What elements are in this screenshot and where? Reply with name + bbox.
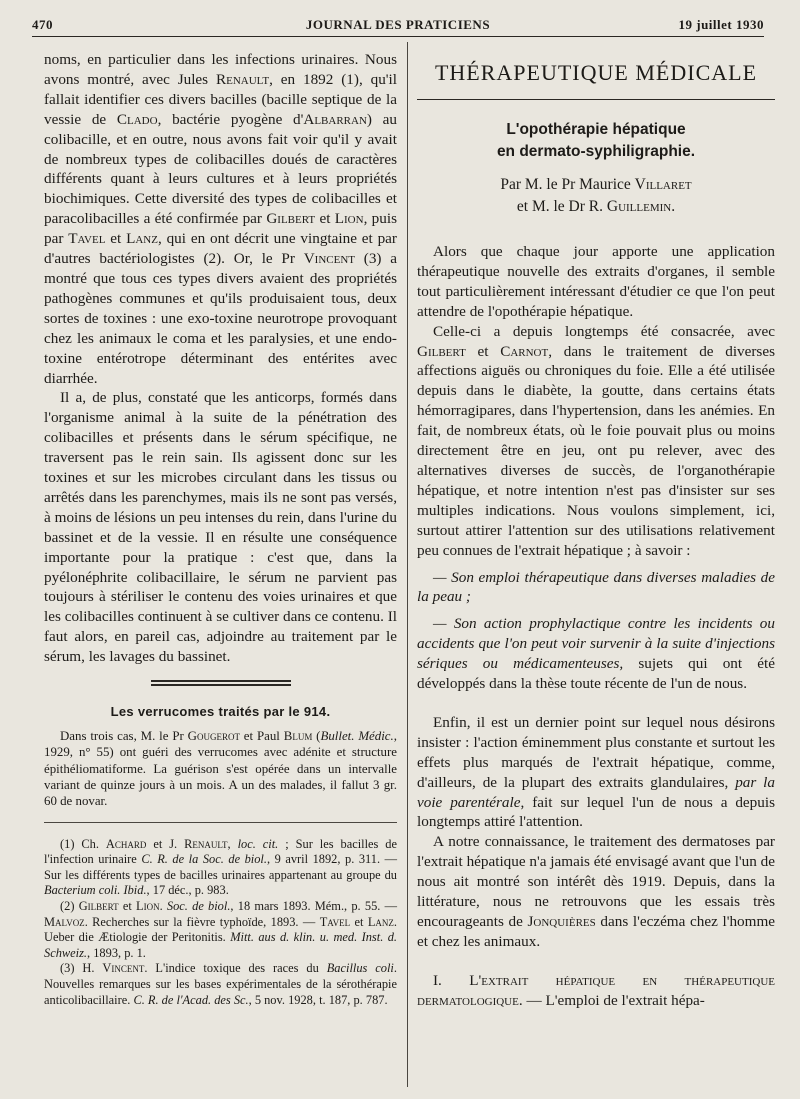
news-item-text: Dans trois cas, M. le Pr Gougerot et Paul Blum (Bullet. Médic., 1929, n° 55) ont guéri des verrucomes avec adénite et structure épithéliomatiforme. La guérison s'est opérée dans un intervalle variant de quinze jours à un mois. A un des malades, il fallut 3 gr. 60 de novar. — [44, 729, 397, 809]
left-column — [44, 50, 397, 1008]
news-item-title: Les verrucomes traités par le 914. — [110, 704, 331, 720]
section-title: THÉRAPEUTIQUE MÉDICALE — [417, 50, 775, 100]
article-paragraph-2: Celle-ci a depuis longtemps été consacrée, avec Gilbert et Carnot, dans le traitement de diverses affections aiguës ou chroniques du foie. Elle a été utilisée depuis dans le diabète, la goutte, dans certains états hémorragipares, dans l'hypertension, dans les anémies. En fait, de nombreux états, où le foie pouvait plus ou moins directement être en jeu, ont pu relever, avec des alternatives diverses de succès, de l'organothérapie hépatique, et notre intention n'est pas d'insister sur ses multiples indications. Nous voulons simplement, ici, surtout attirer l'attention sur des utilisations relativement peu connues de l'extrait hépatique ; à savoir : — [417, 322, 775, 559]
article-list-item-2: — Son action prophylactique contre les incidents ou accidents que l'on peut voir survenir à la suite d'injections sériques ou médicamenteuses, sujets qui ont été développés dans la thèse toute récente de l'un de nous. — [417, 615, 775, 693]
left-paragraph-2: Il a, de plus, constaté que les anticorps, formés dans l'organisme animal à la suite de la pénétration des colibacilles et présents dans le sérum spécifique, ne traversent pas le rein sain. Ils agissent donc sur les toxines et sur les microbes circulant dans les tissus ou arrêtés dans les parenchymes, mais ils ne sont pas versés, à moins de lésions un peu intenses du rein, dans l'urine du bassinet et de la vessie. Il en résulte une conséquence importante pour la pratique : c'est que, dans la pyélonéphrite colibacillaire, le sérum ne parvient pas toujours à stériliser le contenu des voies urinaires et que les colibacilles continuent à se cultiver dans ce contenu. Il faut alors, en pareil cas, adjoindre au traitement par le sérum, les lavages du bassinet. — [44, 389, 397, 666]
column-divider — [407, 42, 408, 1087]
footnotes-separator — [44, 822, 397, 823]
right-column — [417, 50, 775, 1011]
article-section-heading: I. L'extrait hépatique en thérapeutique dermatologique. — L'emploi de l'extrait hépa- — [417, 971, 775, 1009]
left-paragraph-1: noms, en particulier dans les infections urinaires. Nous avons montré, avec Jules Renault, en 1892 (1), qu'il fallait identifier ces divers bacilles (bacille septique de la vessie de Clado, bactérie pyogène d'Albarran) au colibacille, et en outre, nous avons fait voir qu'il y avait de nombreux types de colibacilles doués de caractères différents quant à leurs cultures et à leurs propriétés biochimiques. Cette diversité des types de colibacilles et paracolibacilles a été confirmée par Gilbert et Lion, puis par Tavel et Lanz, qui en ont décrit une vingtaine et par d'autres bactériologistes (2). Or, le Pr Vincent (3) a montré que tous ces types divers avaient des propriétés pathogènes communes et qu'ils produisaient tous, deux sortes de toxines : une exo-toxine neurotrope provoquant chez les animaux le coma et les paralysies, et une endo-toxine entérotrope déterminant des entérites avec diarrhée. — [44, 51, 398, 387]
article-paragraph-3: Enfin, il est un dernier point sur lequel nous désirons insister : l'action éminemment plus constante et surtout les effets plus marqués de l'extrait hépatique, comme, d'ailleurs, de la plupart des extraits glandulaires, par la voie parentérale, fait sur lequel l'un de nous a depuis longtemps attiré l'attention. — [417, 713, 775, 831]
article-list-item-1: — Son emploi thérapeutique dans diverses maladies de la peau ; — [417, 568, 775, 606]
article-authors: Par M. le Pr Maurice Villaret et M. le Dr R. Guillemin. — [500, 176, 692, 215]
article-paragraph-4: A notre connaissance, le traitement des dermatoses par l'extrait hépatique n'a jamais été envisagé avant que l'un de nous ait montré son intérêt dès 1919. Depuis, dans la littérature, nous ne retrouvons que les essais très encourageants de Jonquières dans l'eczéma chez l'homme et chez les animaux. — [417, 833, 775, 950]
page-header — [32, 14, 764, 37]
article-paragraph-1: Alors que chaque jour apporte une application thérapeutique nouvelle des extraits d'organes, il semble tout particulièrement intéressant d'étudier ce que l'on peut attendre de l'opothérapie hépatique. — [417, 243, 775, 320]
issue-date: 19 juillet 1930 — [678, 17, 764, 32]
journal-title: JOURNAL DES PRATICIENS — [305, 17, 491, 32]
article-title: L'opothérapie hépatique en dermato-syphiligraphie. — [496, 121, 696, 160]
footnote-1: (1) Ch. Achard et J. Renault, loc. cit. ; Sur les bacilles de l'infection urinaire C. R. de la Soc. de biol., 9 avril 1892, p. 311. — Sur les différents types de bacilles urinaires appartenant au groupe du Bacterium coli. Ibid., 17 déc., p. 983. — [44, 836, 398, 898]
footnote-3: (3) H. Vincent. L'indice toxique des races du Bacillus coli. Nouvelles remarques sur les bases expérimentales de la sérothérapie anticolibacillaire. C. R. de l'Acad. des Sc., 5 nov. 1928, t. 187, p. 787. — [44, 961, 397, 1007]
footnotes — [44, 837, 397, 1009]
footnote-2: (2) Gilbert et Lion. Soc. de biol., 18 mars 1893. Mém., p. 55. — Malvoz. Recherches sur la fièvre typhoïde, 1893. — Tavel et Lanz. Ueber die Ætiologie der Peritonitis. Mitt. aus d. klin. u. med. Inst. d. Schweiz., 1893, p. 1. — [44, 898, 397, 960]
page-number: 470 — [32, 17, 53, 32]
section-separator — [151, 680, 291, 686]
